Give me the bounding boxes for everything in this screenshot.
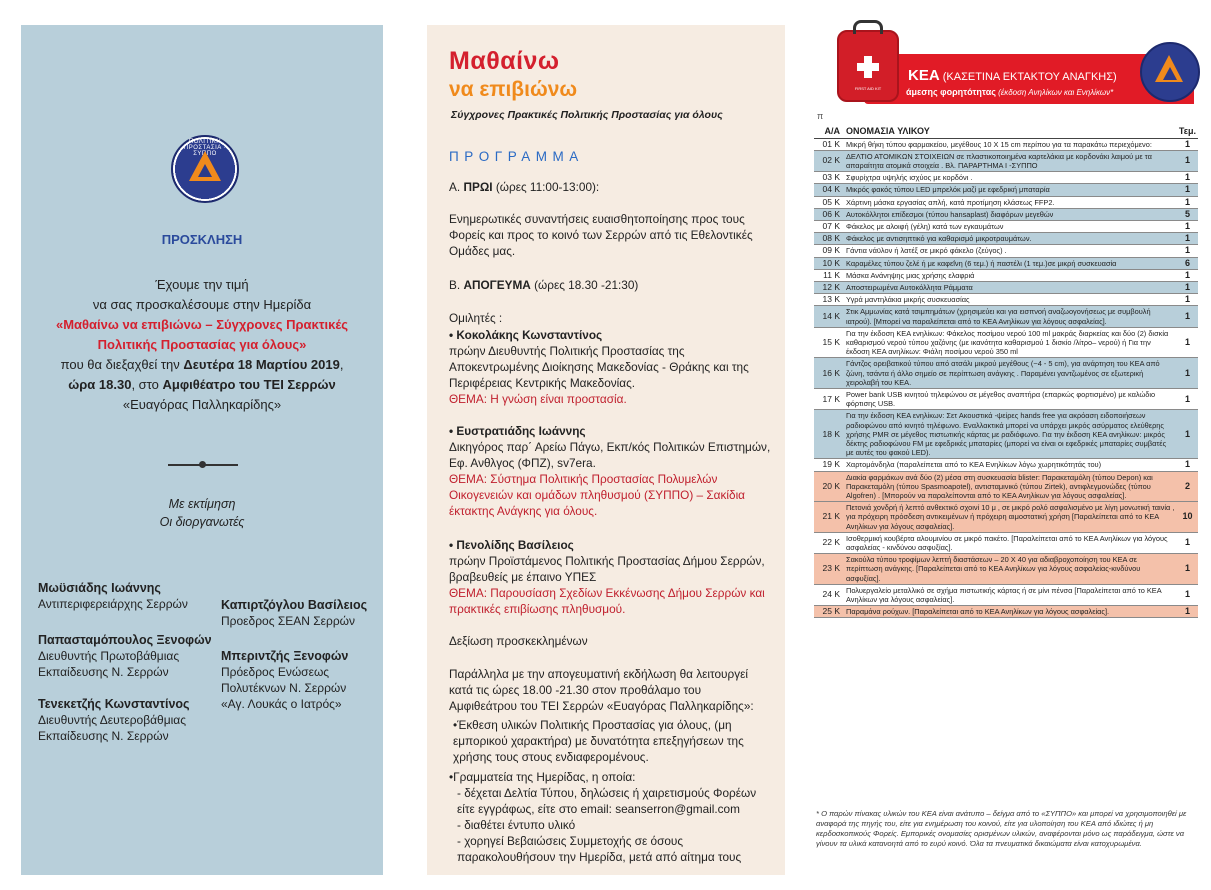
cell-aa: 21 Κ	[814, 502, 844, 533]
col-name: ΟΝΟΜΑΣΙΑ ΥΛΙΚΟΥ	[844, 126, 1177, 138]
cell-qty: 1	[1177, 281, 1198, 293]
cell-qty: 5	[1177, 208, 1198, 220]
cell-aa: 06 Κ	[814, 208, 844, 220]
cell-qty: 1	[1177, 306, 1198, 327]
cell-qty: 1	[1177, 358, 1198, 389]
cell-name: Ισοθερμική κουβέρτα αλουμινίου σε μικρό πακέτο. [Παραλείπεται από το ΚΕΑ Ανηλίκων για λόγους ασφαλείας - κινδύνου ασφυξίας].	[844, 532, 1177, 553]
cell-name: Μικρή θήκη τύπου φαρμακείου, μεγέθους 10 Χ 15 cm περίπου για τα παρακάτω περιεχόμενο:	[844, 138, 1177, 150]
civil-protection-logo-icon	[171, 135, 239, 203]
invite-line-3: που θα διεξαχθεί την Δευτέρα 18 Μαρτίου 2019,	[60, 357, 344, 372]
signatory: Παπασταμόπουλος Ξενοφών Διευθυντής Πρωτοβάθμιας Εκπαίδευσης Ν. Σερρών	[38, 633, 212, 679]
cell-aa: 18 Κ	[814, 410, 844, 459]
cell-name: Παραμάνα ρούχων. [Παραλείπεται από το ΚΕΑ Ανηλίκων για λόγους ασφαλείας].	[844, 606, 1177, 618]
cell-aa: 11 Κ	[814, 269, 844, 281]
speaker-bio: πρώην Προϊστάμενος Πολιτικής Προστασίας Δήμου Σερρών, βραβευθείς με έπαινο ΥΠΕΣ	[449, 554, 765, 584]
cell-name: Μάσκα Ανάνηψης μιας χρήσης ελαφριά	[844, 269, 1177, 281]
cell-qty: 2	[1177, 471, 1198, 502]
secretariat-list	[449, 785, 771, 865]
event-main-subtitle: να επιβιώνω	[449, 78, 578, 101]
cell-qty: 1	[1177, 294, 1198, 306]
secretariat-item: •Γραμματεία της Ημερίδας, η οποία:	[449, 770, 636, 784]
speaker-name: • Πενολίδης Βασίλειος	[449, 538, 574, 552]
cell-qty: 1	[1177, 172, 1198, 184]
list-item: - χορηγεί Βεβαιώσεις Συμμετοχής σε όσους παρακολουθήσουν την Ημερίδα, μετά από αίτημα τους	[457, 834, 742, 864]
table-row	[814, 358, 1198, 389]
speaker-bio: Δικηγόρος παρ΄ Αρείω Πάγω, Εκπ/κός Πολιτικών Επιστημών, Εφ. Ανθλγος (ΦΠΖ), sv7era.	[449, 440, 771, 470]
cell-aa: 07 Κ	[814, 220, 844, 232]
cell-aa: 15 Κ	[814, 327, 844, 358]
cell-aa: 02 Κ	[814, 150, 844, 171]
morning-description: Ενημερωτικές συναντήσεις ευαισθητοποίησης προς τους Φορείς και προς το κοινό των Σερρών από τις Εθελοντικές Ομάδες μας.	[449, 212, 753, 258]
cell-name: Φάκελος με αλοιφή (γέλη) κατά των εγκαυμάτων	[844, 220, 1177, 232]
cell-qty: 1	[1177, 327, 1198, 358]
civil-protection-logo-icon	[1140, 42, 1200, 102]
reception: Δεξίωση προσκεκλημένων	[449, 634, 588, 648]
signatory: Καπιρτζόγλου Βασίλειος Προεδρος ΣΕΑΝ Σερρών	[221, 598, 368, 628]
cell-aa: 16 Κ	[814, 358, 844, 389]
cell-qty: 1	[1177, 184, 1198, 196]
cell-aa: 23 Κ	[814, 554, 844, 585]
invite-line-5: «Ευαγόρας Παλληκαρίδης»	[122, 397, 282, 412]
cell-aa: 09 Κ	[814, 245, 844, 257]
speaker-topic: ΘΕΜΑ: Παρουσίαση Σχεδίων Εκκένωσης Δήμου Σερρών και πρακτικές επιβίωσης πληθυσμού.	[449, 586, 765, 616]
speaker-3	[449, 537, 771, 617]
table-row	[814, 294, 1198, 306]
ornament-divider	[168, 464, 238, 466]
cell-qty: 1	[1177, 220, 1198, 232]
cell-name: Γάντζος ορειβατικού τύπου από ατσάλι μικρού μεγέθους (~4 - 5 cm), για ανάρτηση του ΚΕΑ από ζώνη, τσάντα ή άλλο σημείο σε περίπτωση ανάγκης . Παραμένει γαντζωμένος σε εξωτερική χειρολαβή του ΚΕΑ.	[844, 358, 1177, 389]
table-row	[814, 471, 1198, 502]
table-header	[814, 126, 1198, 138]
cell-aa: 13 Κ	[814, 294, 844, 306]
cell-qty: 1	[1177, 388, 1198, 409]
pi-mark: π	[817, 111, 824, 121]
table-row	[814, 184, 1198, 196]
table-row	[814, 196, 1198, 208]
speaker-bio: πρώην Διευθυντής Πολιτικής Προστασίας της Αποκεντρωμένης Διοίκησης Μακεδονίας - Θράκης και της Περιφέρειας Κεντρικής Μακεδονίας.	[449, 344, 749, 390]
cell-name: Χαρτομάνδηλα (παραλείπεται από το ΚΕΑ Ενηλίκων λόγω χωρητικότητάς του)	[844, 459, 1177, 471]
first-aid-kit-icon: FIRST AID KIT	[837, 30, 899, 102]
cell-name: Αποστειρωμένα Αυτοκόλλητα Ράμματα	[844, 281, 1177, 293]
cell-name: Για την έκδοση ΚΕΑ ενηλίκων: Φάκελος ποσίμου νερού 100 ml μακράς διαρκείας και δύο (2) δισκία καθαρισμού νερού τύπου χαζόνης (με ικανότητα καθαρισμού 1 δισκίο /λίτρο– νερού) ή Για την έκδοση ΚΕΑ ανηλίκων: Φιάλη ποσίμου νερού 350 ml	[844, 327, 1177, 358]
morning-session: Α. ΠΡΩΙ (ώρες 11:00-13:00):	[449, 180, 600, 194]
table-row	[814, 138, 1198, 150]
cell-name: Στικ Αμμωνίας κατά τσιμπημάτων (χρησιμεύει και για εισπνοή αναζωογονήσεως με συμβουλή ιατρού). [Μπορεί να παραλείπεται από το ΚΕΑ Ανηλίκων για λόγους ασφαλείας].	[844, 306, 1177, 327]
cell-aa: 12 Κ	[814, 281, 844, 293]
cell-qty: 1	[1177, 269, 1198, 281]
cell-name: Χάρτινη μάσκα εργασίας απλή, κατά προτίμηση κλάσεως FFP2.	[844, 196, 1177, 208]
cell-qty: 1	[1177, 138, 1198, 150]
cell-aa: 22 Κ	[814, 532, 844, 553]
table-row	[814, 532, 1198, 553]
cell-qty: 1	[1177, 532, 1198, 553]
cell-name: Υγρά μαντηλάκια μικρής συσκευασίας	[844, 294, 1177, 306]
speaker-topic: ΘΕΜΑ: Σύστημα Πολιτικής Προστασίας Πολυμελών Οικογενειών και ομάδων πληθυσμού (ΣΥΠΠΟ) – Σακίδια έκτακτης Ανάγκης για όλους.	[449, 472, 746, 518]
cell-qty: 1	[1177, 584, 1198, 605]
list-item: - διαθέτει έντυπο υλικό	[457, 818, 576, 832]
table-row	[814, 150, 1198, 171]
table-row	[814, 584, 1198, 605]
signatory: Τενεκετζής Κωνσταντίνος Διευθυντής Δευτεροβάθμιας Εκπαίδευσης Ν. Σερρών	[38, 697, 190, 743]
cell-name: Για την έκδοση ΚΕΑ ενηλίκων: Σετ Ακουστικά -ψείρες hands free για ακρόαση ειδοποιήσεων ραδιοφώνου από κινητό τηλέφωνο. Εναλλακτικά μπορεί να υπάρχει μικρός ασύρματος ελεύθερης χρήσης PMR σε μέγεθος πιστωτικής κάρτας με ραδιόφωνο. Για την έκδοση ΚΕΑ ανηλίκων: μικρός δέκτης ραδιοφώνου FM με εφεδρικές μπαταρίες (μπορεί να είναι οι εφεδρικές μπαταρίες συμβατές με αυτές του φακού LED).	[844, 410, 1177, 459]
event-title-1: «Μαθαίνω να επιβιώνω – Σύγχρονες Πρακτικές	[55, 317, 349, 332]
col-aa: Α/Α	[814, 126, 844, 138]
cell-qty: 1	[1177, 233, 1198, 245]
cell-aa: 08 Κ	[814, 233, 844, 245]
cell-name: Πετονιά χονδρή ή λεπτό ανθεκτικό σχοινί 10 μ , σε μικρό ρολό ασφαλισμένο με λίγη μονωτική ταινία , για πρόχειρη πρόσδεση αντικειμένων ή πρόχειρη αιμοστατική χρήση [Παραλείπεται από το ΚΕΑ Ανηλίκων για λόγους ασφαλείας].	[844, 502, 1177, 533]
table-row	[814, 233, 1198, 245]
table-row	[814, 327, 1198, 358]
cell-name: Διακία φαρμάκων ανά δύο (2) μέσα στη συσκευασία blister: Παρακεταμόλη (τύπου Depon) και Παρακεταμόλη (τύπου Spasmoapotel), αντισταμινικό (τύπου Zirtek), αντιφλεγμονώδες (τύπου Algofren) . [Μπορούν να παραλείπονται από το ΚΕΑ Ανηλίκων για λόγους ασφαλείας].	[844, 471, 1177, 502]
invitation-body	[31, 275, 373, 415]
program-heading: ΠΡΟΓΡΑΜΜΑ	[449, 149, 584, 164]
cell-aa: 24 Κ	[814, 584, 844, 605]
speakers-label: Ομιλητές :	[449, 311, 503, 325]
table-row	[814, 269, 1198, 281]
cell-aa: 04 Κ	[814, 184, 844, 196]
cell-qty: 10	[1177, 502, 1198, 533]
table-row	[814, 220, 1198, 232]
table-row	[814, 306, 1198, 327]
cell-qty: 6	[1177, 257, 1198, 269]
kit-subtitle: άμεσης φορητότητας (έκδοση Ανηλίκων και Ενηλίκων*	[906, 87, 1114, 97]
cell-aa: 01 Κ	[814, 138, 844, 150]
speaker-topic: ΘΕΜΑ: Η γνώση είναι προστασία.	[449, 392, 627, 406]
cell-aa: 03 Κ	[814, 172, 844, 184]
regards: Με εκτίμηση Οι διοργανωτές	[159, 497, 245, 529]
event-time: ώρα 18.30	[68, 377, 132, 392]
cell-qty: 1	[1177, 410, 1198, 459]
signatory: Μωϋσιάδης Ιωάννης Αντιπεριφερειάρχης Σερρών	[38, 581, 188, 611]
kit-items-table	[814, 126, 1198, 618]
cell-qty: 1	[1177, 196, 1198, 208]
table-row	[814, 459, 1198, 471]
col-qty: Τεμ.	[1178, 126, 1196, 137]
cell-qty: 1	[1177, 606, 1198, 618]
table-row	[814, 502, 1198, 533]
cell-qty: 1	[1177, 245, 1198, 257]
invitation-title: ΠΡΟΣΚΛΗΣΗ	[161, 232, 243, 247]
table-row	[814, 606, 1198, 618]
table-row	[814, 410, 1198, 459]
afternoon-session: Β. ΑΠΟΓΕΥΜΑ (ώρες 18.30 -21:30)	[449, 278, 639, 292]
invite-line-2: να σας προσκαλέσουμε στην Ημερίδα	[92, 297, 312, 312]
kit-title: ΚΕΑ (ΚΑΣΕΤΙΝΑ ΕΚΤΑΚΤΟΥ ΑΝΑΓΚΗΣ)	[908, 67, 1117, 84]
invite-line-4: ώρα 18.30, στο Αμφιθέατρο του ΤΕΙ Σερρών	[68, 377, 336, 392]
speaker-2	[449, 423, 771, 519]
table-row	[814, 554, 1198, 585]
exhibition-item: •Έκθεση υλικών Πολιτικής Προστασίας για όλους, (μη εμπορικού χαρακτήρα) με δυνατότητα επεξηγήσεων της χρήσης τους στους ενδιαφερομένους.	[453, 718, 744, 764]
logo-text: ΠΟΛΙΤΙΚΗ ΠΡΟΣΤΑΣΙΑ · ΣΥΠΠΟ	[183, 139, 227, 157]
table-row	[814, 281, 1198, 293]
cell-name: Σακούλα τύπου τροφίμων λεπτή διαστάσεων – 20 Χ 40 για αδιαβροχοποίηση του ΚΕΑ σε περίπτωση ανάγκης. [Παραλείπεται από το ΚΕΑ Ανηλίκων για λόγους ασφαλείας-κινδύνου ασφυξίας].	[844, 554, 1177, 585]
event-tagline: Σύγχρονες Πρακτικές Πολιτικής Προστασίας για όλους	[451, 109, 723, 121]
cell-name: Αυτοκόλλητοι επίδεσμοι (τύπου hansaplast) διαφόρων μεγεθών	[844, 208, 1177, 220]
cell-name: Power bank USB κινητού τηλεφώνου σε μέγεθος αναπτήρα (επαρκώς φορτισμένο) με καλώδιο φόρτισης USB.	[844, 388, 1177, 409]
cell-name: ΔΕΛΤΙΟ ΑΤΟΜΙΚΩΝ ΣΤΟΙΧΕΙΩΝ σε πλαστικοποιημένα καρτελάκια με κορδονάκι λαιμού με τα απαραίτητα ατομικά στοιχεία . Βλ. ΠΑΡΑΡΤΗΜΑ Ι -ΣΥΠΠΟ	[844, 150, 1177, 171]
cell-aa: 10 Κ	[814, 257, 844, 269]
invite-line-1: Έχουμε την τιμή	[155, 277, 249, 292]
table-row	[814, 208, 1198, 220]
table-row	[814, 388, 1198, 409]
signatory: Μπεριντζής Ξενοφών Πρόεδρος Ενώσεως Πολυτέκνων Ν. Σερρών «Αγ. Λουκάς ο Ιατρός»	[221, 649, 349, 711]
cell-name: Γάντια νάϋλον ή λατέξ σε μικρό φάκελο (ζεύγος) .	[844, 245, 1177, 257]
event-main-title: Μαθαίνω	[449, 47, 560, 75]
cell-qty: 1	[1177, 150, 1198, 171]
invitation-panel	[21, 25, 383, 875]
table-row	[814, 245, 1198, 257]
cell-qty: 1	[1177, 459, 1198, 471]
cell-name: Καραμέλες τύπου ζελέ ή με καφεΐνη (6 τεμ.) ή παστέλι (1 τεμ.)σε μικρή συσκευασία	[844, 257, 1177, 269]
table-row	[814, 257, 1198, 269]
cell-name: Πολυεργαλείο μεταλλικό σε σχήμα πιστωτικής κάρτας ή σε μίνι πένσα [Παραλείπεται από το ΚΕΑ Ανηλίκων για λόγους ασφαλείας].	[844, 584, 1177, 605]
cell-name: Σφυρίχτρα υψηλής ισχύος με κορδόνι .	[844, 172, 1177, 184]
cell-aa: 05 Κ	[814, 196, 844, 208]
cell-aa: 17 Κ	[814, 388, 844, 409]
program-panel	[427, 25, 785, 875]
event-place: Αμφιθέατρο του ΤΕΙ Σερρών	[162, 377, 336, 392]
cell-aa: 20 Κ	[814, 471, 844, 502]
table-row	[814, 172, 1198, 184]
cell-aa: 14 Κ	[814, 306, 844, 327]
kit-footnote: * Ο παρών πίνακας υλικών του ΚΕΑ είναι ανάτυπο – δείγμα από το «ΣΥΠΠΟ» και μπορεί να χρησιμοποιηθεί με αναφορά της πηγής του, είτε για ενημέρωση του κοινού, είτε για υλοποίηση του ΚΕΑ από ιδιώτες ή μη κερδοσκοπικούς Φορείς. Εμπορικές ονομασίες ορισμένων υλικών, αναφέρονται μόνο ως παράδειγμα, ώστε να γίνουν τα υλικά κατανοητά από το ευρύ κοινό. Όλα τα πνευματικά δικαιώματα είναι κατοχυρωμένα.	[816, 809, 1187, 848]
speaker-name: • Κοκολάκης Κωνσταντίνος	[449, 328, 603, 342]
event-title-2: Πολιτικής Προστασίας για όλους»	[97, 337, 307, 352]
cell-qty: 1	[1177, 554, 1198, 585]
list-item: - δέχεται Δελτία Τύπου, δηλώσεις ή χαιρετισμούς Φορέων είτε εγγράφως, είτε στο email: seanserron@gmail.com	[457, 786, 757, 816]
cell-aa: 25 Κ	[814, 606, 844, 618]
parallel-events: Παράλληλα με την απογευματινή εκδήλωση θα λειτουργεί κατά τις ώρες 18.00 -21.30 στον προθάλαμο του Αμφιθεάτρου του ΤΕΙ Σερρών «Ευαγόρας Παλληκαρίδης»:	[449, 667, 754, 713]
cell-aa: 19 Κ	[814, 459, 844, 471]
cell-name: Φάκελος με αντισηπτικό για καθαρισμό μικροτραυμάτων.	[844, 233, 1177, 245]
event-date: Δευτέρα 18 Μαρτίου 2019	[183, 357, 340, 372]
speaker-name: • Ευστρατιάδης Ιωάννης	[449, 424, 586, 438]
speaker-1	[449, 327, 771, 407]
cell-name: Μικρός φακός τύπου LED μπρελόκ μαζί με εφεδρική μπαταρία	[844, 184, 1177, 196]
